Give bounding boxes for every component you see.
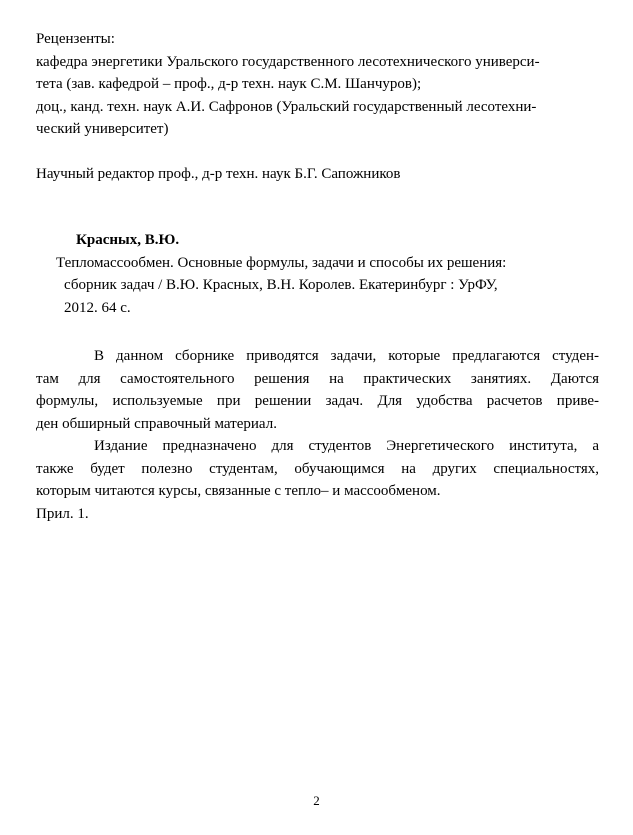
editor-line: Научный редактор проф., д-р техн. наук Б.Г. Сапожников xyxy=(36,165,401,182)
annotation-line: которым читаются курсы, связанные с тепло– и массообменом. xyxy=(36,483,441,499)
spacer xyxy=(36,141,599,163)
appendix-note: Прил. 1. xyxy=(36,505,89,522)
spacer xyxy=(36,319,599,345)
annotation-line: Издание предназначено для студентов Энергетического института, а xyxy=(94,438,599,454)
annotation-line: там для самостоятельного решения на практических занятиях. Даются xyxy=(36,370,599,387)
annotation-line: также будет полезно студентам, обучающимся на других специальностях, xyxy=(36,460,599,477)
reviewers-line: ческий университет) xyxy=(36,121,169,137)
bibliography-line: 2012. 64 с. xyxy=(64,299,131,316)
annotation-line: ден обширный справочный материал. xyxy=(36,415,277,432)
reviewers-heading: Рецензенты: xyxy=(36,31,115,47)
bibliography-author: Красных, В.Ю. xyxy=(76,232,180,248)
page-content xyxy=(36,28,599,525)
reviewers-line: кафедра энергетики Уральского государственного лесотехнического универси- xyxy=(36,53,540,70)
annotation-line: формулы, используемые при решении задач. Для удобства расчетов приве- xyxy=(36,393,599,409)
page-number: 2 xyxy=(313,793,320,808)
reviewers-line: доц., канд. техн. наук А.И. Сафронов (Уральский государственный лесотехни- xyxy=(36,98,537,115)
spacer xyxy=(36,185,599,229)
annotation-line: В данном сборнике приводятся задачи, которые предлагаются студен- xyxy=(94,348,599,364)
bibliography-line: Тепломассообмен. Основные формулы, задачи и способы их решения: xyxy=(56,254,507,271)
bibliography-line: сборник задач / В.Ю. Красных, В.Н. Королев. Екатеринбург : УрФУ, xyxy=(64,277,498,293)
reviewers-line: тета (зав. кафедрой – проф., д-р техн. наук С.М. Шанчуров); xyxy=(36,76,422,92)
